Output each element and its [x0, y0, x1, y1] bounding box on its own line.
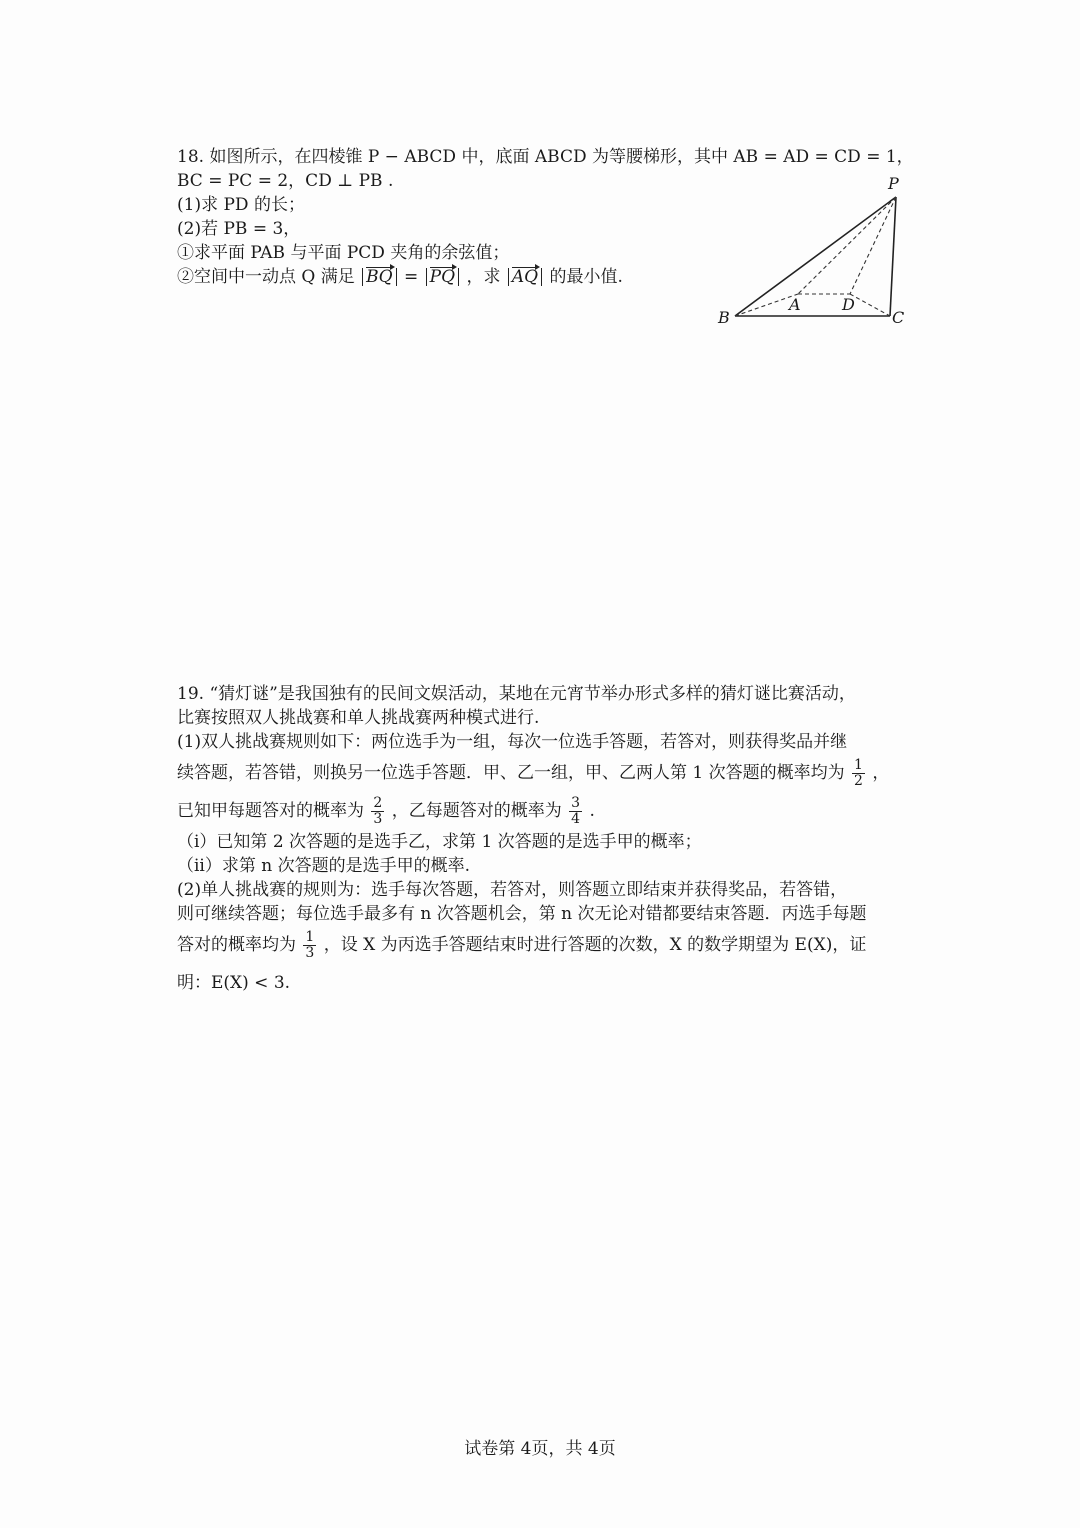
q18-sub-2-text-b: ，求 [466, 267, 501, 287]
q18-sub-2-text-c: 的最小值. [549, 267, 623, 287]
page-footer: 试卷第 4页，共 4页 [464, 1439, 616, 1459]
edge-pa [798, 197, 896, 294]
fraction-denominator: 3 [305, 945, 315, 961]
q18-part-1: (1)求 PD 的长； [177, 195, 305, 215]
fraction-denominator: 2 [854, 773, 863, 789]
q19-line-5-text-a: 已知甲每题答对的概率为 [177, 801, 364, 821]
q19-line-10-text-b: ，设 X 为丙选手答题结束时进行答题的次数，X 的数学期望为 E(X)，证 [323, 935, 867, 955]
q19-line-4 [177, 754, 912, 792]
q18-sub-1: ①求平面 PAB 与平面 PCD 夹角的余弦值； [177, 243, 510, 263]
fraction-three-quarters [569, 796, 582, 827]
label-c: C [892, 308, 905, 327]
vector-aq: AQ [511, 267, 539, 287]
q19-line-2: 比赛按照双人挑战赛和单人挑战赛两种模式进行. [177, 708, 540, 728]
q19-line-6: （i）已知第 2 次答题的是选手乙，求第 1 次答题的是选手甲的概率； [177, 832, 702, 852]
equals-sign: = [404, 267, 419, 287]
q19-line-10-text-a: 答对的概率均为 [177, 935, 296, 955]
q18-sub-2-text-a: ②空间中一动点 Q 满足 [177, 267, 355, 287]
q19-line-4-text-b: ， [872, 763, 890, 783]
q19-line-11: 明：E(X) < 3. [177, 973, 291, 993]
edge-pc [890, 197, 896, 316]
abs-aq [508, 268, 542, 286]
q19-line-5-text-b: ，乙每题答对的概率为 [391, 801, 562, 821]
question-19 [177, 682, 912, 1002]
q19-line-9: 则可继续答题；每位选手最多有 n 次答题机会，第 n 次无论对错都要结束答题．丙选手每题 [177, 904, 867, 924]
q18-line-2: BC = PC = 2，CD ⊥ PB . [177, 171, 394, 191]
pyramid-figure [710, 172, 925, 332]
fraction-numerator: 1 [305, 929, 315, 945]
label-p: P [888, 174, 899, 193]
q19-line-3: (1)双人挑战赛规则如下：两位选手为一组，每次一位选手答题，若答对，则获得奖品并继 [177, 732, 848, 752]
fraction-one-half [852, 758, 865, 789]
label-a: A [789, 295, 801, 314]
q19-line-8: (2)单人挑战赛的规则为：选手每次答题，若答对，则答题立即结束并获得奖品，若答错， [177, 880, 848, 900]
fraction-denominator: 3 [373, 811, 383, 827]
fraction-one-third [303, 930, 316, 961]
abs-pq [426, 268, 459, 286]
fraction-denominator: 4 [571, 811, 581, 827]
fraction-numerator: 1 [854, 757, 863, 773]
edge-pb [735, 197, 896, 316]
q19-line-10 [177, 926, 912, 964]
edge-pd [850, 197, 896, 294]
vector-bq: BQ [366, 267, 393, 287]
abs-bq [362, 268, 396, 286]
q18-line-1: 18. 如图所示，在四棱锥 P − ABCD 中，底面 ABCD 为等腰梯形，其中 AB = AD = CD = 1， [177, 147, 914, 167]
q19-line-4-text-a: 续答题，若答错，则换另一位选手答题．甲、乙一组，甲、乙两人第 1 次答题的概率均为 [177, 763, 845, 783]
fraction-numerator: 2 [373, 795, 383, 811]
fraction-two-thirds [371, 796, 384, 827]
vector-pq: PQ [429, 267, 456, 287]
q19-line-5 [177, 792, 912, 830]
q19-line-1: 19. “猜灯谜”是我国独有的民间文娱活动，某地在元宵节举办形式多样的猜灯谜比赛活动， [177, 684, 856, 704]
q19-line-5-text-c: . [589, 801, 595, 821]
q19-line-7: （ii）求第 n 次答题的是选手甲的概率. [177, 856, 471, 876]
label-b: B [718, 308, 730, 327]
fraction-numerator: 3 [571, 795, 581, 811]
q18-part-2: (2)若 PB = 3， [177, 219, 301, 239]
label-d: D [842, 295, 855, 314]
edge-dc [850, 294, 890, 316]
